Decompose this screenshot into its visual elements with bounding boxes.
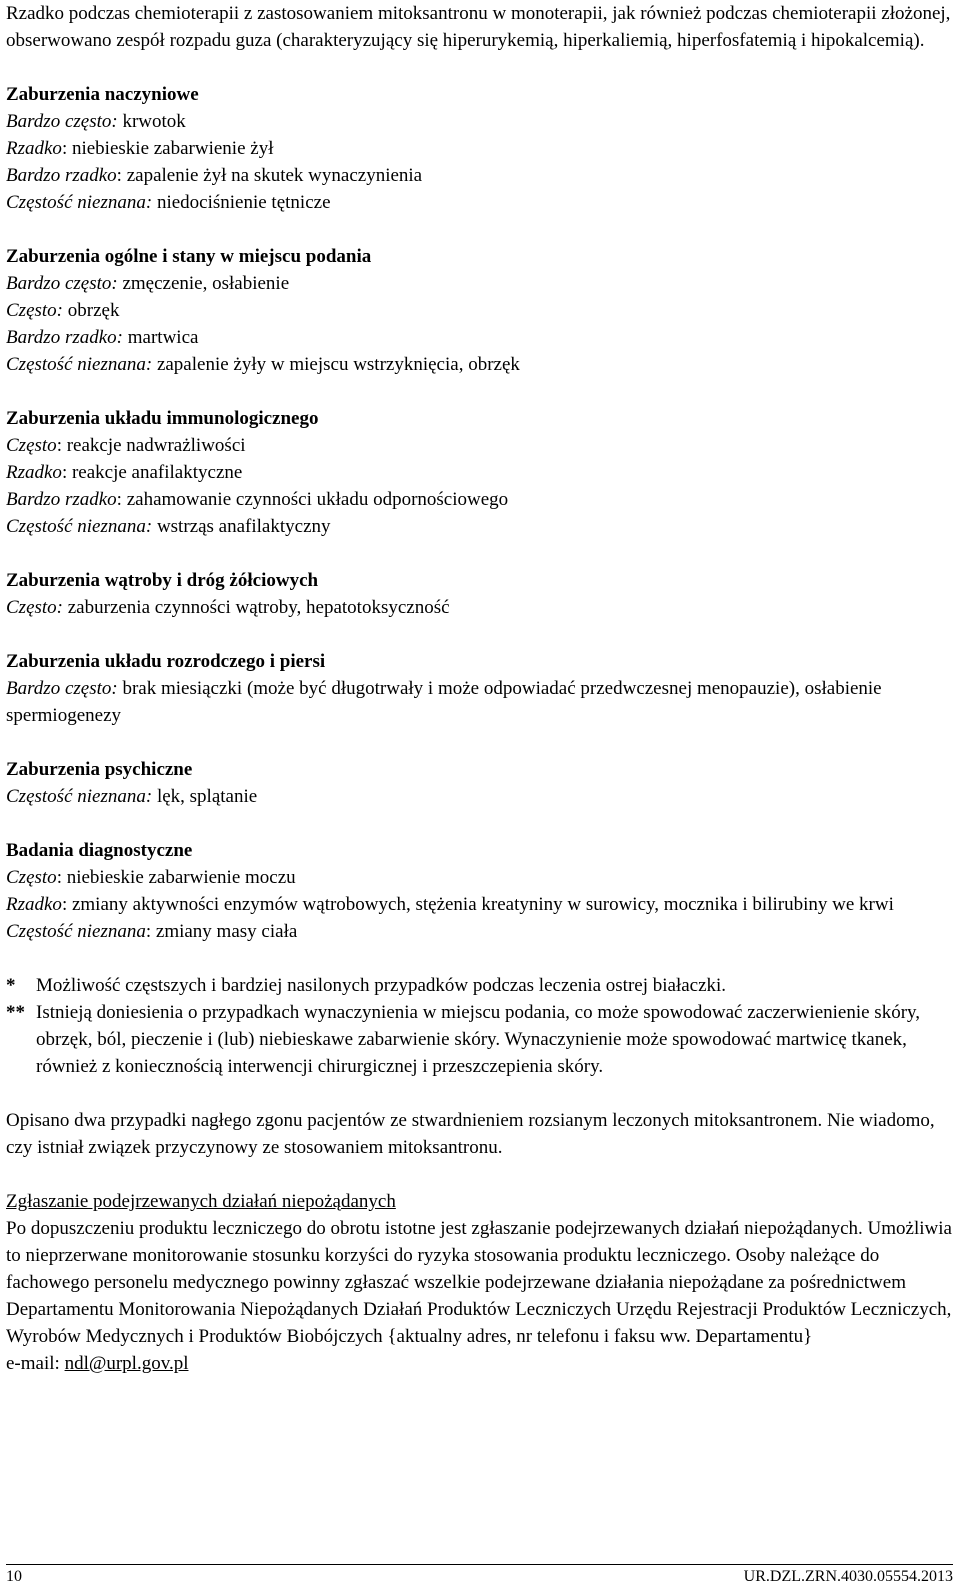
effect-line	[6, 135, 954, 162]
section-title: Zaburzenia psychiczne	[6, 759, 193, 780]
effect-text: brak miesiączki (może być długotrwały i może odpowiadać przedwczesnej menopauzie), osłabienie spermiogenezy	[6, 678, 882, 726]
document-page	[6, 0, 954, 1377]
effect-text: : reakcje anafilaktyczne	[61, 462, 243, 483]
section	[6, 837, 954, 945]
email-label: e-mail:	[6, 1353, 65, 1374]
effect-text: obrzęk	[63, 300, 120, 321]
section-title: Zaburzenia naczyniowe	[6, 84, 199, 105]
sudden-death-paragraph: Opisano dwa przypadki nagłego zgonu pacjentów ze stwardnieniem rozsianym leczonych mitoksantronem. Nie wiadomo, czy istniał związek przyczynowy ze stosowaniem mitoksantronu.	[6, 1110, 935, 1158]
effect-line	[6, 513, 954, 540]
effect-text: : niebieskie zabarwienie żył	[61, 138, 274, 159]
effect-line	[6, 864, 954, 891]
footnote-text: Możliwość częstszych i bardziej nasilonych przypadków podczas leczenia ostrej białaczki.	[36, 975, 727, 996]
section-title: Zaburzenia układu rozrodczego i piersi	[6, 651, 326, 672]
section	[6, 81, 954, 216]
frequency-label: Częstość nieznana:	[6, 192, 153, 213]
section-title: Zaburzenia układu immunologicznego	[6, 408, 319, 429]
effect-text: wstrząs anafilaktyczny	[152, 516, 331, 537]
frequency-label: Bardzo często:	[6, 273, 118, 294]
effect-line	[6, 351, 954, 378]
section	[6, 243, 954, 378]
footnotes	[6, 972, 954, 1080]
frequency-label: Częstość nieznana:	[6, 516, 153, 537]
page-footer	[6, 1568, 953, 1586]
effect-text: : reakcje nadwrażliwości	[56, 435, 246, 456]
effect-text: : niebieskie zabarwienie moczu	[56, 867, 296, 888]
frequency-label: Często	[6, 435, 57, 456]
frequency-label: Bardzo rzadko	[6, 165, 117, 186]
effect-text: zapalenie żyły w miejscu wstrzyknięcia, obrzęk	[152, 354, 520, 375]
effect-line	[6, 783, 954, 810]
frequency-label: Rzadko	[6, 462, 62, 483]
frequency-label: Częstość nieznana	[6, 921, 146, 942]
frequency-label: Częstość nieznana:	[6, 786, 153, 807]
effect-text: krwotok	[117, 111, 186, 132]
section	[6, 756, 954, 810]
email-line	[6, 1350, 954, 1377]
effect-line	[6, 162, 954, 189]
effect-line	[6, 270, 954, 297]
section	[6, 405, 954, 540]
section	[6, 567, 954, 621]
frequency-label: Bardzo rzadko	[6, 489, 117, 510]
section-title: Badania diagnostyczne	[6, 840, 193, 861]
effect-text: zaburzenia czynności wątroby, hepatotoksyczność	[63, 597, 450, 618]
page-number: 10	[6, 1568, 22, 1585]
reporting-body: Po dopuszczeniu produktu leczniczego do obrotu istotne jest zgłaszanie podejrzewanych działań niepożądanych. Umożliwia to nieprzerwane monitorowanie stosunku korzyści do ryzyka stosowania produktu leczniczego. Osoby należące do fachowego personelu medycznego powinny zgłaszać wszelkie podejrzewane działania niepożądane za pośrednictwem Departamentu Monitorowania Niepożądanych Działań Produktów Leczniczych Urzędu Rejestracji Produktów Leczniczych, Wyrobów Medycznych i Produktów Biobójczych {aktualny adres, nr telefonu i faksu ww. Departamentu}	[6, 1218, 952, 1347]
footnote-text: Istnieją doniesienia o przypadkach wynaczynienia w miejscu podania, co może spowodować zaczerwienienie skóry, obrzęk, ból, pieczenie i (lub) niebieskawe zabarwienie skóry. Wynaczynienie może spowodować martwicę tkanek, również z koniecznością interwencji chirurgicznej i przeszczepienia skóry.	[36, 1002, 921, 1077]
intro-paragraph: Rzadko podczas chemioterapii z zastosowaniem mitoksantronu w monoterapii, jak również podczas chemioterapii złożonej, obserwowano zespół rozpadu guza (charakteryzujący się hiperurykemią, hiperkaliemią, hiperfosfatemią i hipokalcemią).	[6, 3, 951, 51]
reporting-heading: Zgłaszanie podejrzewanych działań niepożądanych	[6, 1191, 396, 1212]
effect-text: : zahamowanie czynności układu odpornościowego	[116, 489, 509, 510]
effect-line	[6, 486, 954, 513]
footnote	[6, 999, 954, 1080]
frequency-label: Bardzo często:	[6, 678, 118, 699]
effect-text: martwica	[123, 327, 199, 348]
effect-line	[6, 297, 954, 324]
effect-line	[6, 891, 954, 918]
effect-text: : zmiany aktywności enzymów wątrobowych, stężenia kreatyniny w surowicy, mocznika i bilirubiny we krwi	[61, 894, 894, 915]
effect-text: : zmiany masy ciała	[145, 921, 298, 942]
effect-line	[6, 324, 954, 351]
effect-text: niedociśnienie tętnicze	[152, 192, 331, 213]
footer-divider	[6, 1564, 953, 1565]
effect-line	[6, 675, 954, 729]
frequency-label: Rzadko	[6, 138, 62, 159]
section-title: Zaburzenia wątroby i dróg żółciowych	[6, 570, 319, 591]
document-code: UR.DZL.ZRN.4030.05554.2013	[743, 1568, 953, 1585]
section	[6, 648, 954, 729]
footnote	[6, 972, 954, 999]
effect-text: zmęczenie, osłabienie	[117, 273, 290, 294]
footnote-mark: *	[6, 975, 16, 996]
reporting-section	[6, 1188, 954, 1377]
frequency-label: Bardzo rzadko:	[6, 327, 123, 348]
frequency-label: Często:	[6, 300, 63, 321]
frequency-label: Bardzo często:	[6, 111, 118, 132]
effect-text: : zapalenie żył na skutek wynaczynienia	[116, 165, 423, 186]
effect-text: lęk, splątanie	[152, 786, 258, 807]
effect-line	[6, 189, 954, 216]
effect-line	[6, 594, 954, 621]
effect-line	[6, 459, 954, 486]
footnote-mark: **	[6, 1002, 25, 1023]
email-link[interactable]: ndl@urpl.gov.pl	[64, 1353, 189, 1374]
frequency-label: Rzadko	[6, 894, 62, 915]
section-title: Zaburzenia ogólne i stany w miejscu podania	[6, 246, 372, 267]
effect-line	[6, 432, 954, 459]
effect-line	[6, 918, 954, 945]
side-effects-sections	[6, 81, 954, 945]
frequency-label: Często	[6, 867, 57, 888]
effect-line	[6, 108, 954, 135]
frequency-label: Częstość nieznana:	[6, 354, 153, 375]
frequency-label: Często:	[6, 597, 63, 618]
